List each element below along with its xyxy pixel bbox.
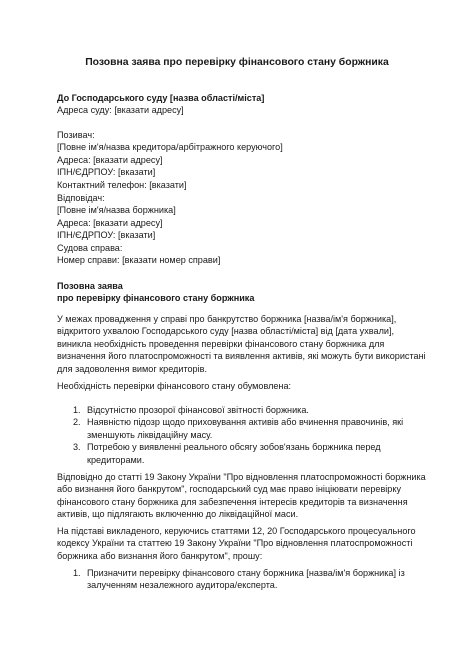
intro-line: відкритого ухвалою Господарського суду [назва області/міста] від [дата ухвали],	[57, 326, 395, 337]
case-label: Судова справа:	[57, 243, 123, 253]
list-item	[57, 416, 421, 441]
intro-line: У межах провадження у справі про банкрутство боржника [назва/ім'я боржника],	[57, 314, 397, 324]
intro-line: для задоволення вимог кредиторів.	[57, 363, 207, 374]
basis-paragraph	[57, 525, 421, 562]
defendant-name: [Повне ім'я/назва боржника]	[57, 205, 176, 216]
list-item-number: 3.	[73, 442, 81, 453]
requests-list	[57, 567, 421, 592]
legal-paragraph	[57, 471, 426, 521]
case-number: Номер справи: [вказати номер справи]	[57, 255, 221, 266]
plaintiff-phone: Контактний телефон: [вказати]	[57, 179, 187, 190]
court-address: Адреса суду: [вказати адресу]	[57, 105, 184, 116]
intro-line: виникла необхідність проведення перевірки фінансового стану боржника для	[57, 338, 385, 349]
court-name: До Господарського суду [назва області/міста]	[57, 93, 265, 103]
list-item-line: Потребою у виявленні реального обсягу зобов'язань боржника перед	[87, 442, 381, 453]
intro-paragraph	[57, 313, 426, 375]
plaintiff-address: Адреса: [вказати адресу]	[57, 154, 163, 165]
defendant-block	[57, 192, 427, 242]
list-item-line: Відсутністю прозорої фінансової звітності боржника.	[87, 405, 309, 415]
court-block	[57, 92, 427, 117]
list-item-line: кредиторами.	[87, 454, 145, 465]
defendant-address: Адреса: [вказати адресу]	[57, 217, 163, 228]
claim-heading-line-1: Позовна заява	[57, 281, 123, 291]
plaintiff-block	[57, 129, 427, 191]
list-item-line: Призначити перевірку фінансового стану боржника [назва/ім'я боржника] із	[87, 568, 405, 578]
list-item	[57, 567, 421, 592]
basis-line: боржника або визнання його банкрутом", прошу:	[57, 550, 263, 561]
defendant-label: Відповідач:	[57, 193, 105, 203]
necessity-paragraph	[57, 380, 421, 392]
reasons-list	[57, 404, 421, 466]
list-item-number: 2.	[73, 417, 81, 428]
list-item	[57, 441, 421, 466]
basis-line: кодексу України та статтею 19 Закону України "Про відновлення платоспроможності	[57, 538, 413, 549]
basis-line: На підставі викладеного, керуючись статтями 12, 20 Господарського процесуального	[57, 526, 416, 536]
list-item-number: 1.	[73, 568, 81, 578]
list-item-number: 1.	[73, 405, 81, 415]
document-title: Позовна заява про перевірку фінансового стану боржника	[85, 57, 389, 68]
plaintiff-code: ІПН/ЄДРПОУ: [вказати]	[57, 167, 156, 178]
case-block	[57, 242, 427, 267]
list-item-line: Наявністю підозр щодо приховування активів або вчинення правочинів, які	[87, 417, 404, 428]
plaintiff-label: Позивач:	[57, 130, 95, 140]
legal-line: або визнання його банкрутом", господарський суд має право ініціювати перевірку	[57, 484, 401, 495]
claim-heading	[57, 280, 427, 305]
intro-line: визначення його платоспроможності та виявлення активів, які можуть бути використані	[57, 351, 426, 362]
legal-line: активів, що підлягають включенню до ліквідаційної маси.	[57, 509, 299, 520]
list-item-line: залученням незалежного аудитора/експерта.	[87, 580, 278, 591]
legal-line: Відповідно до статті 19 Закону України "Про відновлення платоспроможності боржника	[57, 472, 426, 482]
defendant-code: ІПН/ЄДРПОУ: [вказати]	[57, 230, 156, 241]
plaintiff-name: [Повне ім'я/назва кредитора/арбітражного керуючого]	[57, 142, 283, 153]
necessity-text: Необхідність перевірки фінансового стану обумовлена:	[57, 381, 292, 391]
list-item-line: зменшують ліквідаційну масу.	[87, 429, 213, 440]
list-item	[57, 404, 421, 416]
claim-heading-line-2: про перевірку фінансового стану боржника	[57, 293, 255, 304]
legal-line: фінансового стану боржника для забезпечення інтересів кредиторів та визначення	[57, 496, 408, 507]
